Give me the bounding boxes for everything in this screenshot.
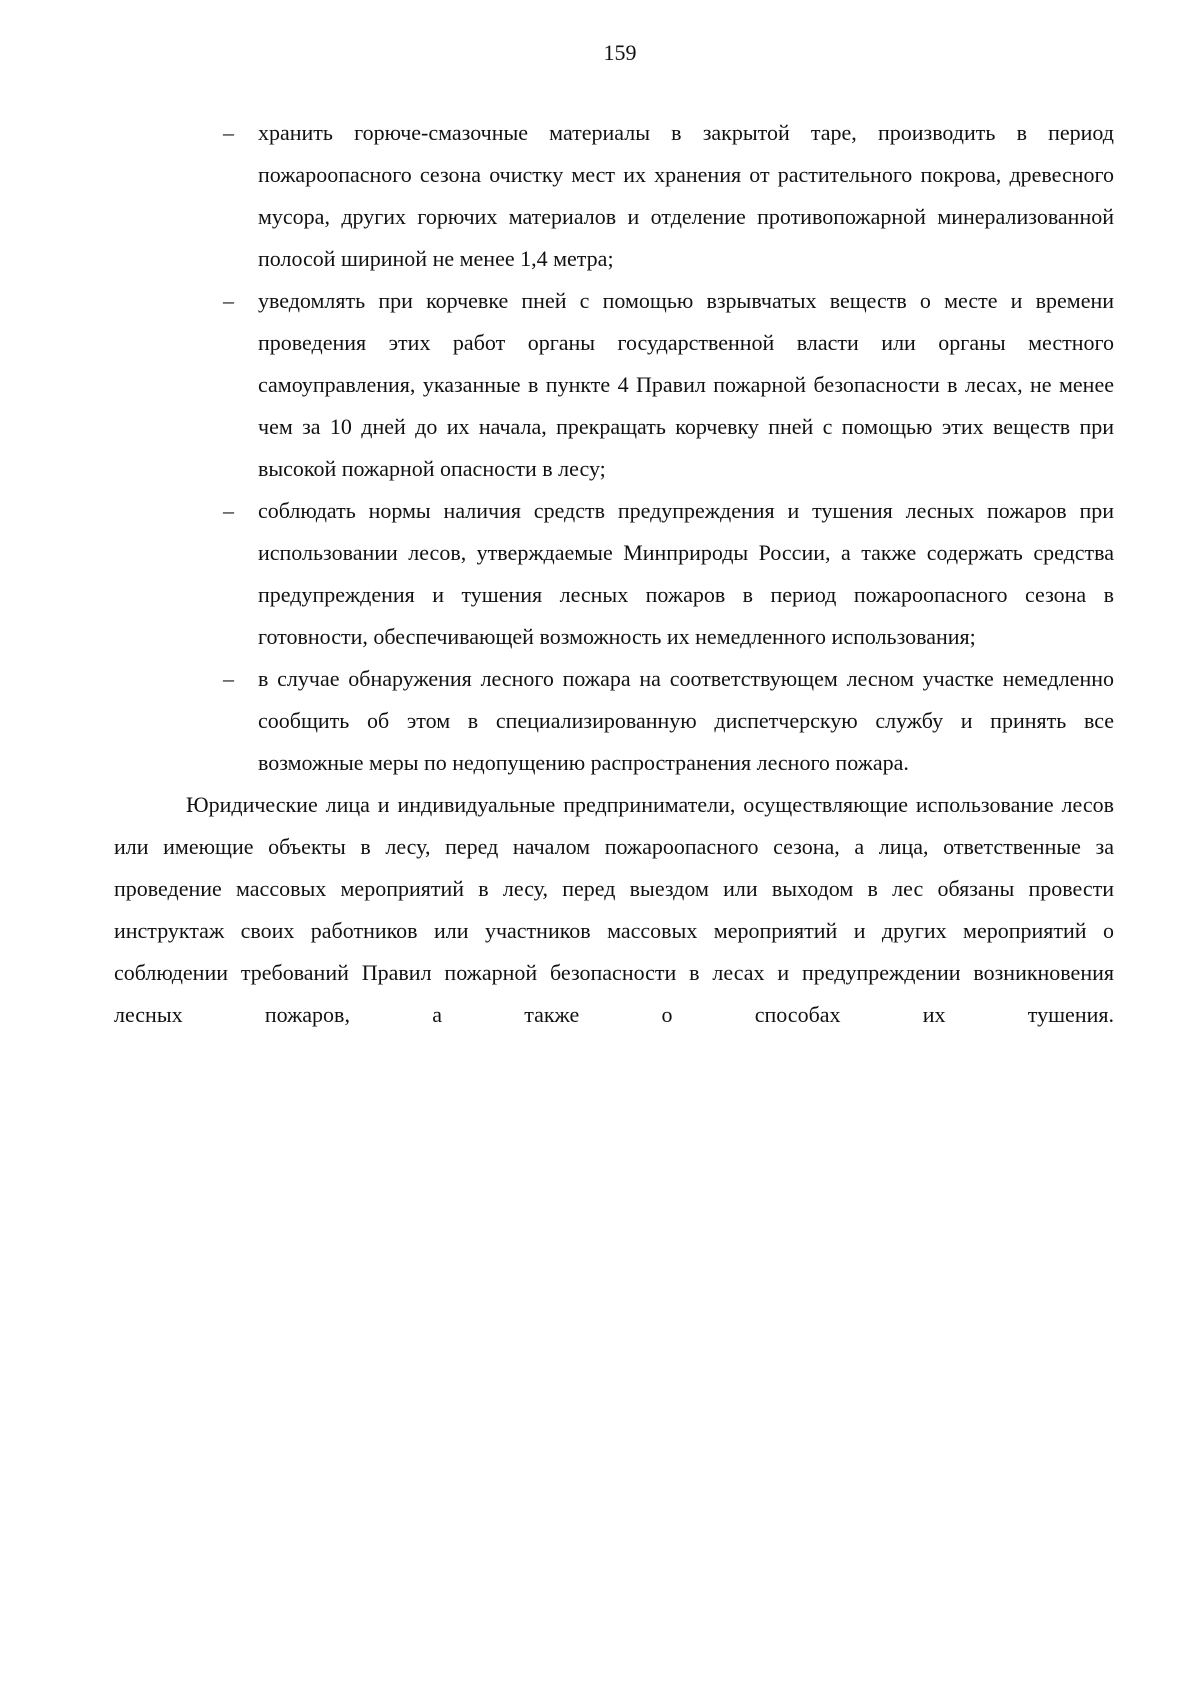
bullet-dash: – [223,120,234,145]
body-paragraph: Юридические лица и индивидуальные предприниматели, осуществляющие использование лесов или имеющие объекты в лесу, перед началом пожароопасного сезона, а лица, ответственные за проведение массовых мероприятий в лесу, перед выездом или выходом в лес обязаны провести инструктаж своих работников или участников массовых мероприятий и других мероприятий о соблюдении требований Правил пожарной безопасности в лесах и предупреждении возникновения лесных пожаров, а также о способах их тушения. [114,792,1114,1027]
page-content [114,112,1114,1036]
bullet-dash: – [223,498,234,523]
list-item [114,658,1114,784]
list-item-text: хранить горюче-смазочные материалы в закрытой таре, производить в период пожароопасного сезона очистку мест их хранения от растительного покрова, древесного мусора, других горючих материалов и отделение противопожарной минерализованной полосой шириной не менее 1,4 метра; [258,120,1114,271]
list-item-text: соблюдать нормы наличия средств предупреждения и тушения лесных пожаров при использовании лесов, утверждаемые Минприроды России, а также содержать средства предупреждения и тушения лесных пожаров в период пожароопасного сезона в готовности, обеспечивающей возможность их немедленного использования; [258,498,1114,649]
list-item-text: в случае обнаружения лесного пожара на соответствующем лесном участке немедленно сообщить об этом в специализированную диспетчерскую службу и принять все возможные меры по недопущению распространения лесного пожара. [258,666,1114,775]
list-item [114,490,1114,658]
list-item [114,280,1114,490]
bullet-dash: – [223,288,234,313]
list-item [114,112,1114,280]
page-number: 159 [603,40,637,65]
list-item-text: уведомлять при корчевке пней с помощью взрывчатых веществ о месте и времени проведения этих работ органы государственной власти или органы местного самоуправления, указанные в пункте 4 Правил пожарной безопасности в лесах, не менее чем за 10 дней до их начала, прекращать корчевку пней с помощью этих веществ при высокой пожарной опасности в лесу; [258,288,1114,481]
bullet-dash: – [223,666,234,691]
